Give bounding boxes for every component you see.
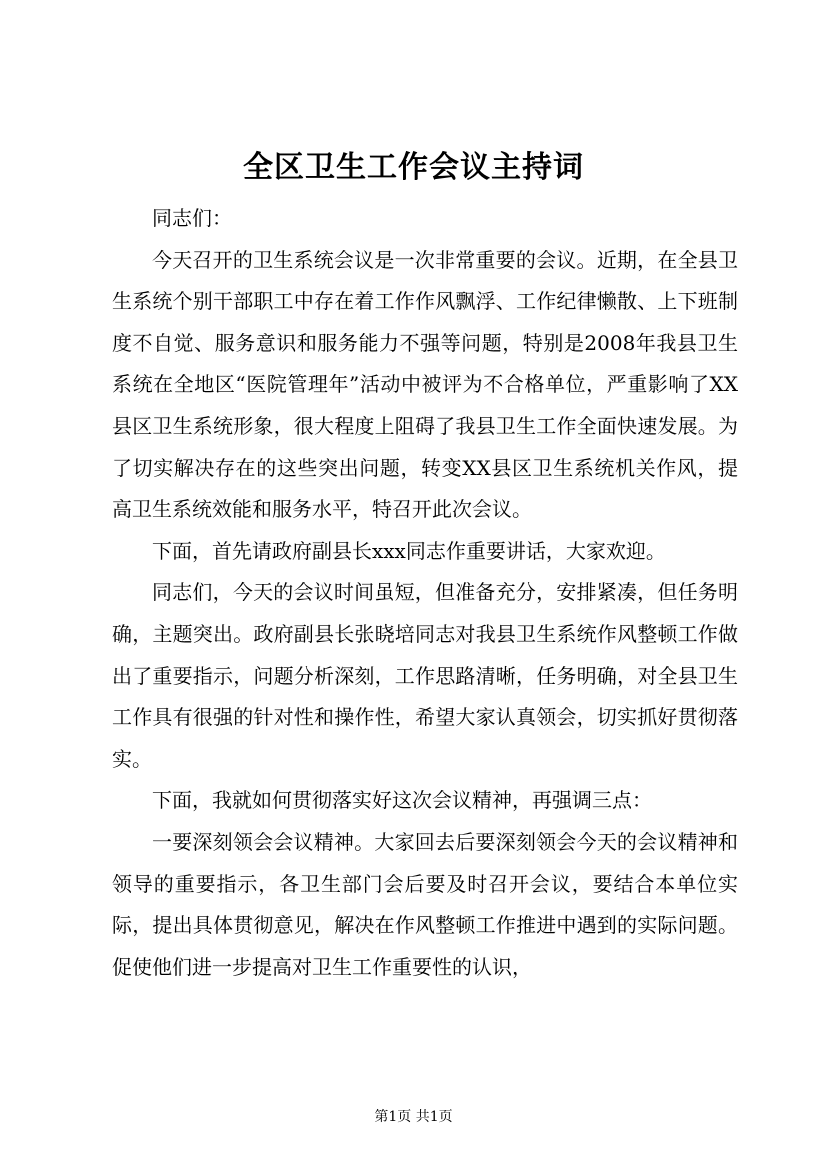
page-footer: 第1页 共1页 (374, 1109, 453, 1125)
paragraph-speaker-intro: 下面，首先请政府副县长xxx同志作重要讲话，大家欢迎。 (152, 538, 666, 563)
paragraph-opening: 今天召开的卫生系统会议是一次非常重要的会议。近期，在全县卫生系统个别干部职工中存在着工作作风飘浮、工作纪律懒散、上下班制度不自觉、服务意识和服务能力不强等问题，特别是2008年我县卫生系统在全地区“医院管理年”活动中被评为不合格单位，严重影响了XX县区卫生系统形象，很大程度上阻碍了我县卫生工作全面快速发展。为了切实解决存在的这些突出问题，转变XX县区卫生系统机关作风，提高卫生系统效能和服务水平，特召开此次会议。 (112, 247, 738, 522)
document-title: 全区卫生工作会议主持词 (243, 150, 584, 185)
paragraph-greeting: 同志们： (152, 206, 232, 230)
document-body (112, 198, 738, 988)
paragraph-emphasis-intro: 下面，我就如何贯彻落实好这次会议精神，再强调三点： (152, 788, 652, 813)
paragraph-point-one: 一要深刻领会会议精神。大家回去后要深刻领会今天的会议精神和领导的重要指示，各卫生部门会后要及时召开会议，要结合本单位实际，提出具体贯彻意见，解决在作风整顿工作推进中遇到的实际问题。促使他们进一步提高对卫生工作重要性的认识， (112, 829, 738, 979)
paragraph-summary: 同志们，今天的会议时间虽短，但准备充分，安排紧凑，但任务明确，主题突出。政府副县长张晓培同志对我县卫生系统作风整顿工作做出了重要指示，问题分析深刻，工作思路清晰，任务明确，对全县卫生工作具有很强的针对性和操作性，希望大家认真领会，切实抓好贯彻落实。 (112, 580, 738, 771)
